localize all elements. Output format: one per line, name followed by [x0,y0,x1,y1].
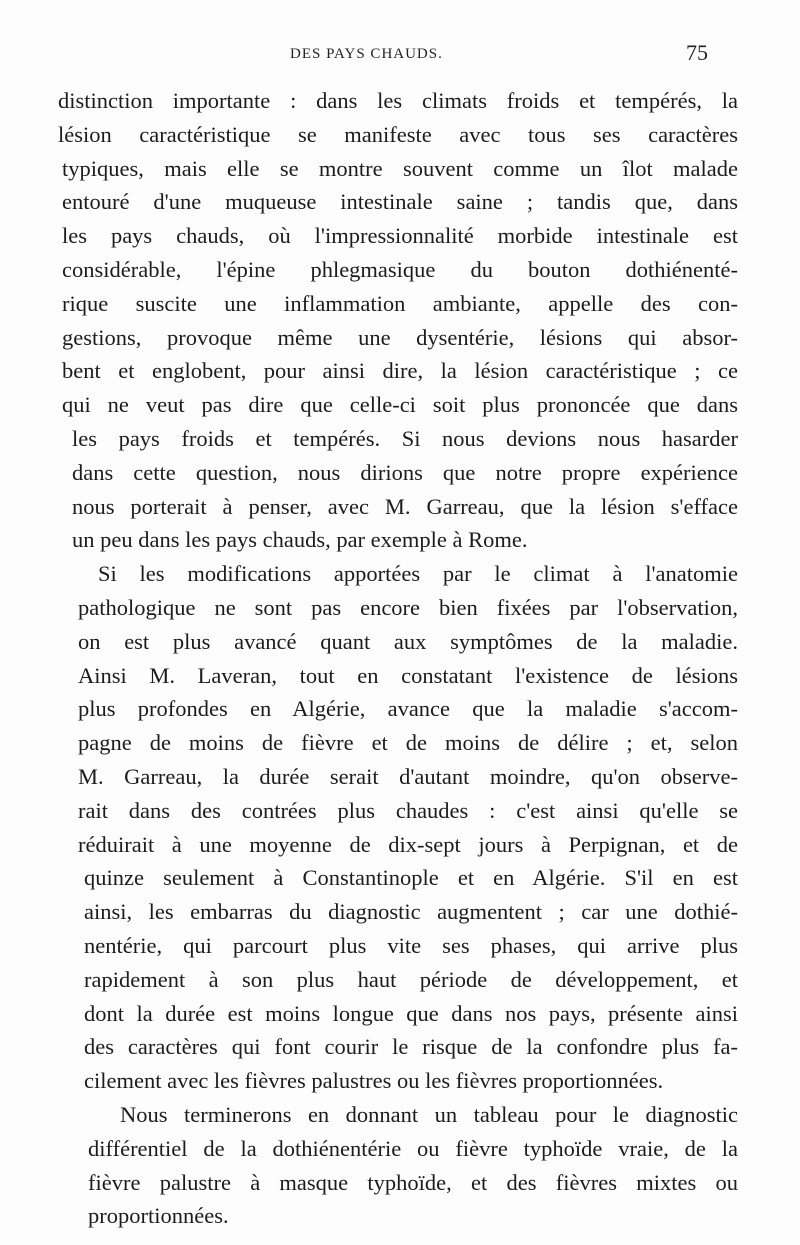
running-head: DES PAYS CHAUDS. [290,46,443,62]
text-line: considérable, l'épine phlegmasique du bouton dothiénenté- [62,256,738,282]
text-line: des caractères qui font courir le risque de la confondre plus fa- [84,1034,738,1060]
text-line: rait dans des contrées plus chaudes : c'est ainsi qu'elle se [78,797,738,823]
text-line: bent et englobent, pour ainsi dire, la lésion caractéristique ; ce [62,358,738,384]
text-line: nentérie, qui parcourt plus vite ses phases, qui arrive plus [84,932,738,958]
text-line: ainsi, les embarras du diagnostic augmentent ; car une dothié- [84,899,738,925]
text-line: fièvre palustre à masque typhoïde, et des fièvres mixtes ou [88,1169,738,1195]
text-line: qui ne veut pas dire que celle-ci soit plus prononcée que dans [62,392,738,418]
text-line: cilement avec les fièvres palustres ou les fièvres proportionnées. [84,1068,664,1094]
text-line: distinction importante : dans les climats froids et tempérés, la [58,88,738,113]
paragraph-start-line: Si les modifications apportées par le climat à l'anatomie [98,561,738,587]
text-line: réduirait à une moyenne de dix-sept jours à Perpignan, et de [78,831,738,857]
text-line: Ainsi M. Laveran, tout en constatant l'existence de lésions [78,662,738,688]
body-text [58,84,738,1233]
paragraph-start-line: Nous terminerons en donnant un tableau pour le diagnostic [120,1101,738,1127]
text-line: rapidement à son plus haut période de développement, et [84,966,738,992]
text-line: entouré d'une muqueuse intestinale saine ; tandis que, dans [62,189,738,215]
text-line: pagne de moins de fièvre et de moins de délire ; et, selon [78,730,738,756]
page-number: 75 [686,40,708,65]
text-line: un peu dans les pays chauds, par exemple à Rome. [72,527,528,553]
text-line: proportionnées. [88,1203,229,1229]
text-line: dont la durée est moins longue que dans nos pays, présente ainsi [84,1000,738,1026]
text-line: pathologique ne sont pas encore bien fixées par l'observation, [78,594,738,620]
text-line: dans cette question, nous dirions que notre propre expérience [72,459,738,485]
text-line: on est plus avancé quant aux symptômes de la maladie. [78,628,738,654]
text-line: nous porterait à penser, avec M. Garreau, que la lésion s'efface [72,493,738,519]
text-line: les pays chauds, où l'impressionnalité morbide intestinale est [62,223,738,249]
text-line: lésion caractéristique se manifeste avec tous ses caractères [58,121,738,147]
text-line: les pays froids et tempérés. Si nous devions nous hasarder [72,425,738,451]
text-line: gestions, provoque même une dysentérie, lésions qui absor- [62,324,738,350]
text-line: différentiel de la dothiénentérie ou fièvre typhoïde vraie, de la [88,1135,738,1161]
text-line: quinze seulement à Constantinople et en Algérie. S'il en est [84,865,738,891]
text-line: typiques, mais elle se montre souvent comme un îlot malade [62,155,738,181]
text-line: M. Garreau, la durée serait d'autant moindre, qu'on observe- [78,763,738,789]
text-line: rique suscite une inflammation ambiante, appelle des con- [62,290,738,316]
text-line: plus profondes en Algérie, avance que la maladie s'accom- [78,696,738,722]
